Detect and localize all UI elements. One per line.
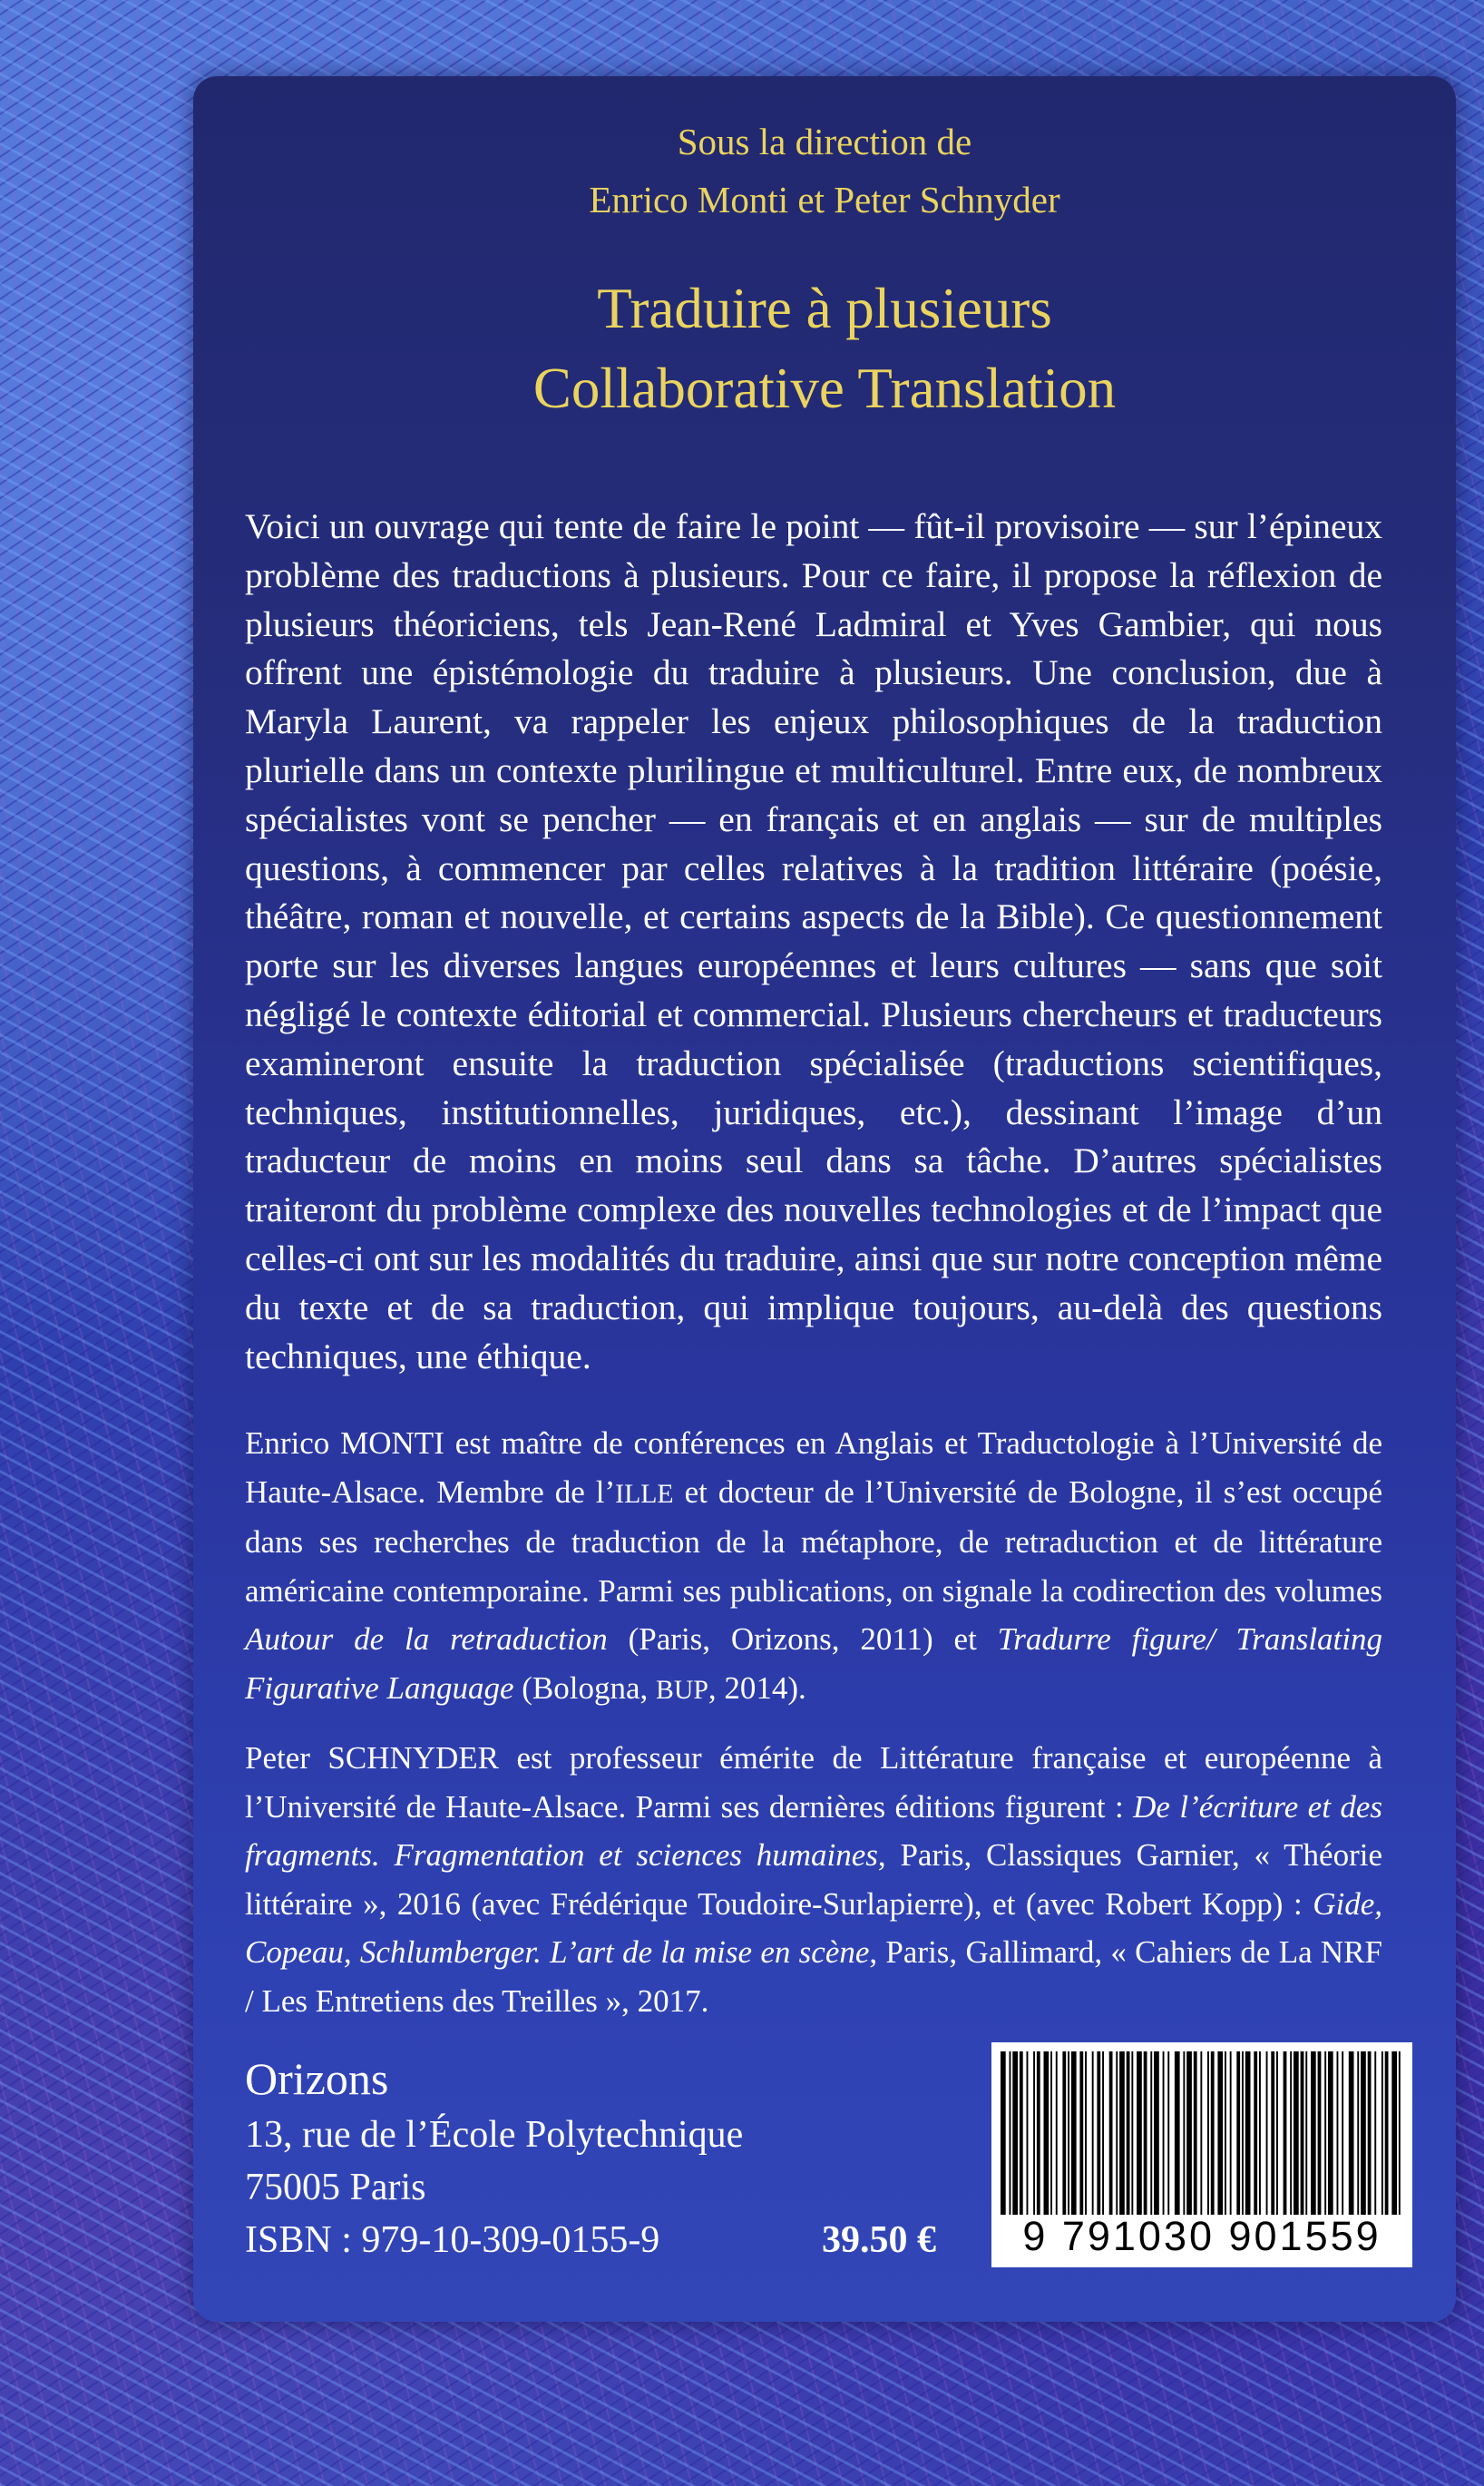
barcode-bar — [1294, 2051, 1299, 2215]
barcode-digits: 9 791030 901559 — [1022, 2213, 1381, 2259]
barcode-bar — [1381, 2051, 1383, 2215]
barcode-bar — [1266, 2051, 1268, 2215]
barcode-bar — [1137, 2051, 1142, 2215]
barcode-bar — [1097, 2051, 1100, 2215]
bio-monti-text: et docteur de l’Université de Bologne, il s’est occupé dans ses recherches de traduction de la métaphore, de retraduction et de littérature américaine contemporaine. Parmi ses publications, on signale la codirection des volumes — [245, 1473, 1382, 1609]
publisher-address-street: 13, rue de l’École Polytechnique — [245, 2114, 744, 2156]
barcode-bar — [1109, 2051, 1113, 2215]
book-title-italic: Gide, Copeau, Schlumberger. L’art de la mise en scène — [245, 1885, 1382, 1970]
bio-schnyder-text: Peter SCHNYDER est professeur émérite de Littérature française et européenne à l’Université de Haute-Alsace. Parmi ses dernières éditions figurent : — [245, 1740, 1382, 1825]
barcode-bar — [1318, 2051, 1322, 2215]
publisher-info — [245, 2049, 1061, 2266]
barcode — [991, 2042, 1412, 2267]
barcode-bar — [1207, 2051, 1209, 2215]
barcode-bar — [1131, 2051, 1133, 2215]
barcode-bar — [1236, 2051, 1240, 2215]
barcode-bar — [1119, 2051, 1125, 2215]
barcode-bar — [1012, 2051, 1018, 2215]
barcode-bar — [1271, 2051, 1274, 2215]
barcode-bar — [1305, 2051, 1307, 2215]
bio-monti-text: Enrico MONTI est maître de conférences en Anglais et Traductologie à l’Université de Haute-Alsace. Membre de l’ — [245, 1425, 1382, 1510]
barcode-bar — [1116, 2051, 1118, 2215]
barcode-bar — [1044, 2051, 1050, 2215]
bio-peter-schnyder — [245, 1734, 1382, 2025]
barcode-bar — [1328, 2051, 1333, 2215]
barcode-bar — [1217, 2051, 1223, 2215]
barcode-bar — [1342, 2051, 1343, 2215]
barcode-bar — [1194, 2051, 1197, 2215]
publisher-name: Orizons — [245, 2053, 389, 2104]
barcode-bar — [1175, 2051, 1180, 2215]
barcode-bar — [1163, 2051, 1165, 2215]
editors-credit — [193, 113, 1456, 229]
barcode-bar — [1357, 2051, 1359, 2215]
book-title-italic: Autour de la retraduction — [245, 1621, 608, 1657]
bup-acronym: BUP — [656, 1674, 708, 1705]
barcode-bar — [1374, 2051, 1376, 2215]
barcode-bar — [1349, 2051, 1354, 2215]
bio-monti-text: (Bologna, — [513, 1669, 657, 1706]
barcode-bar — [1230, 2051, 1232, 2215]
barcode-bar — [1085, 2051, 1087, 2215]
barcode-bar — [1071, 2051, 1077, 2215]
barcode-bar — [1368, 2051, 1372, 2215]
bio-enrico-monti — [245, 1419, 1382, 1714]
barcode-bar — [1079, 2051, 1083, 2215]
barcode-bar — [1391, 2051, 1397, 2215]
barcode-bar — [1144, 2051, 1147, 2215]
isbn-row — [245, 2214, 1061, 2266]
bio-monti-text: , 2014). — [708, 1669, 806, 1706]
title-french: Traduire à plusieurs — [597, 277, 1052, 340]
price-label: 39.50 € — [822, 2219, 936, 2261]
barcode-bar — [1311, 2051, 1316, 2215]
barcode-bar — [1062, 2051, 1066, 2215]
barcode-bar — [1245, 2051, 1251, 2215]
barcode-bar — [1020, 2051, 1023, 2215]
bio-schnyder-text: , Paris, Gallimard, « Cahiers de La NRF / Les Entretiens des Treilles », 2017. — [245, 1934, 1382, 2019]
book-title-italic: Tradurre figure/ Translating Figurative Language — [245, 1621, 1383, 1706]
barcode-bar — [1254, 2051, 1257, 2215]
barcode-bar — [1200, 2051, 1202, 2215]
barcode-bar — [1290, 2051, 1292, 2215]
barcode-bar — [1033, 2051, 1035, 2215]
barcode-bar — [1183, 2051, 1185, 2215]
direction-label: Sous la direction de — [677, 121, 972, 162]
barcode-bar — [1242, 2051, 1244, 2215]
barcode-bar — [1301, 2051, 1304, 2215]
barcode-bar — [1385, 2051, 1389, 2215]
barcode-bar — [1225, 2051, 1226, 2215]
barcode-bar — [1154, 2051, 1159, 2215]
barcode-bar — [1010, 2051, 1011, 2215]
barcode-bars — [997, 2051, 1407, 2215]
barcode-bar — [1001, 2051, 1006, 2215]
barcode-bar — [1092, 2051, 1094, 2215]
barcode-bar — [1284, 2051, 1287, 2215]
barcode-bar — [1068, 2051, 1069, 2215]
barcode-bar — [1324, 2051, 1326, 2215]
book-title — [193, 269, 1456, 428]
barcode-bar — [1150, 2051, 1152, 2215]
barcode-bar — [1127, 2051, 1130, 2215]
barcode-bar — [1211, 2051, 1215, 2215]
barcode-bar — [1167, 2051, 1169, 2215]
barcode-bar — [1186, 2051, 1192, 2215]
isbn-number: ISBN : 979-10-309-0155-9 — [245, 2219, 660, 2261]
bio-schnyder-text: , Paris, Classiques Garnier, « Théorie littéraire », 2016 (avec Frédérique Toudoire-Surlapierre), et (avec Robert Kopp) : — [245, 1837, 1382, 1922]
barcode-bar — [1361, 2051, 1366, 2215]
editors-names: Enrico Monti et Peter Schnyder — [589, 179, 1060, 220]
barcode-bar — [1056, 2051, 1058, 2215]
ille-acronym: ILLE — [615, 1478, 674, 1509]
bio-monti-text: (Paris, Orizons, 2011) et — [607, 1621, 998, 1657]
book-description: Voici un ouvrage qui tente de faire le point — fût-il provisoire — sur l’épineux problème des traductions à plusieurs. Pour ce faire, il propose la réflexion de plusieurs théoriciens, tels Jean-René Ladmiral et Yves Gambier, qui nous offrent une épistémologie du traduire à plusieurs. Une conclusion, due à Maryla Laurent, va rappeler les enjeux philosophiques de la traduction plurielle dans un contexte plurilingue et multiculturel. Entre eux, de nombreux spécialistes vont se pencher — en français et en anglais — sur de multiples questions, à commencer par celles relatives à la tradition littéraire (poésie, théâtre, roman et nouvelle, et certains aspects de la Bible). Ce questionnement porte sur les diverses langues européennes et leurs cultures — sans que soit négligé le contexte éditorial et commercial. Plusieurs chercheurs et traducteurs examineront ensuite la traduction spécialisée (traductions scientifiques, techniques, institutionnelles, juridiques, etc.), dessinant l’image d’un traducteur de moins en moins seul dans sa tâche. D’autres spécialistes traiteront du problème complexe des nouvelles technologies et de l’impact que celles-ci ont sur les modalités du traduire, ainsi que sur notre conception même du texte et de sa traduction, qui implique toujours, au-delà des questions techniques, une éthique. — [245, 506, 1382, 1376]
barcode-bar — [1259, 2051, 1261, 2215]
barcode-bar — [1102, 2051, 1104, 2215]
barcode-bar — [1027, 2051, 1029, 2215]
publisher-address-city: 75005 Paris — [245, 2167, 426, 2208]
title-english: Collaborative Translation — [532, 357, 1117, 420]
back-cover-panel — [193, 76, 1456, 2322]
barcode-bar — [1399, 2051, 1401, 2215]
book-title-italic: De l’écriture et des fragments. Fragmentation et sciences humaines — [245, 1788, 1382, 1873]
barcode-bar — [1037, 2051, 1040, 2215]
barcode-bar — [1337, 2051, 1339, 2215]
barcode-bar — [1050, 2051, 1052, 2215]
barcode-bar — [1276, 2051, 1278, 2215]
